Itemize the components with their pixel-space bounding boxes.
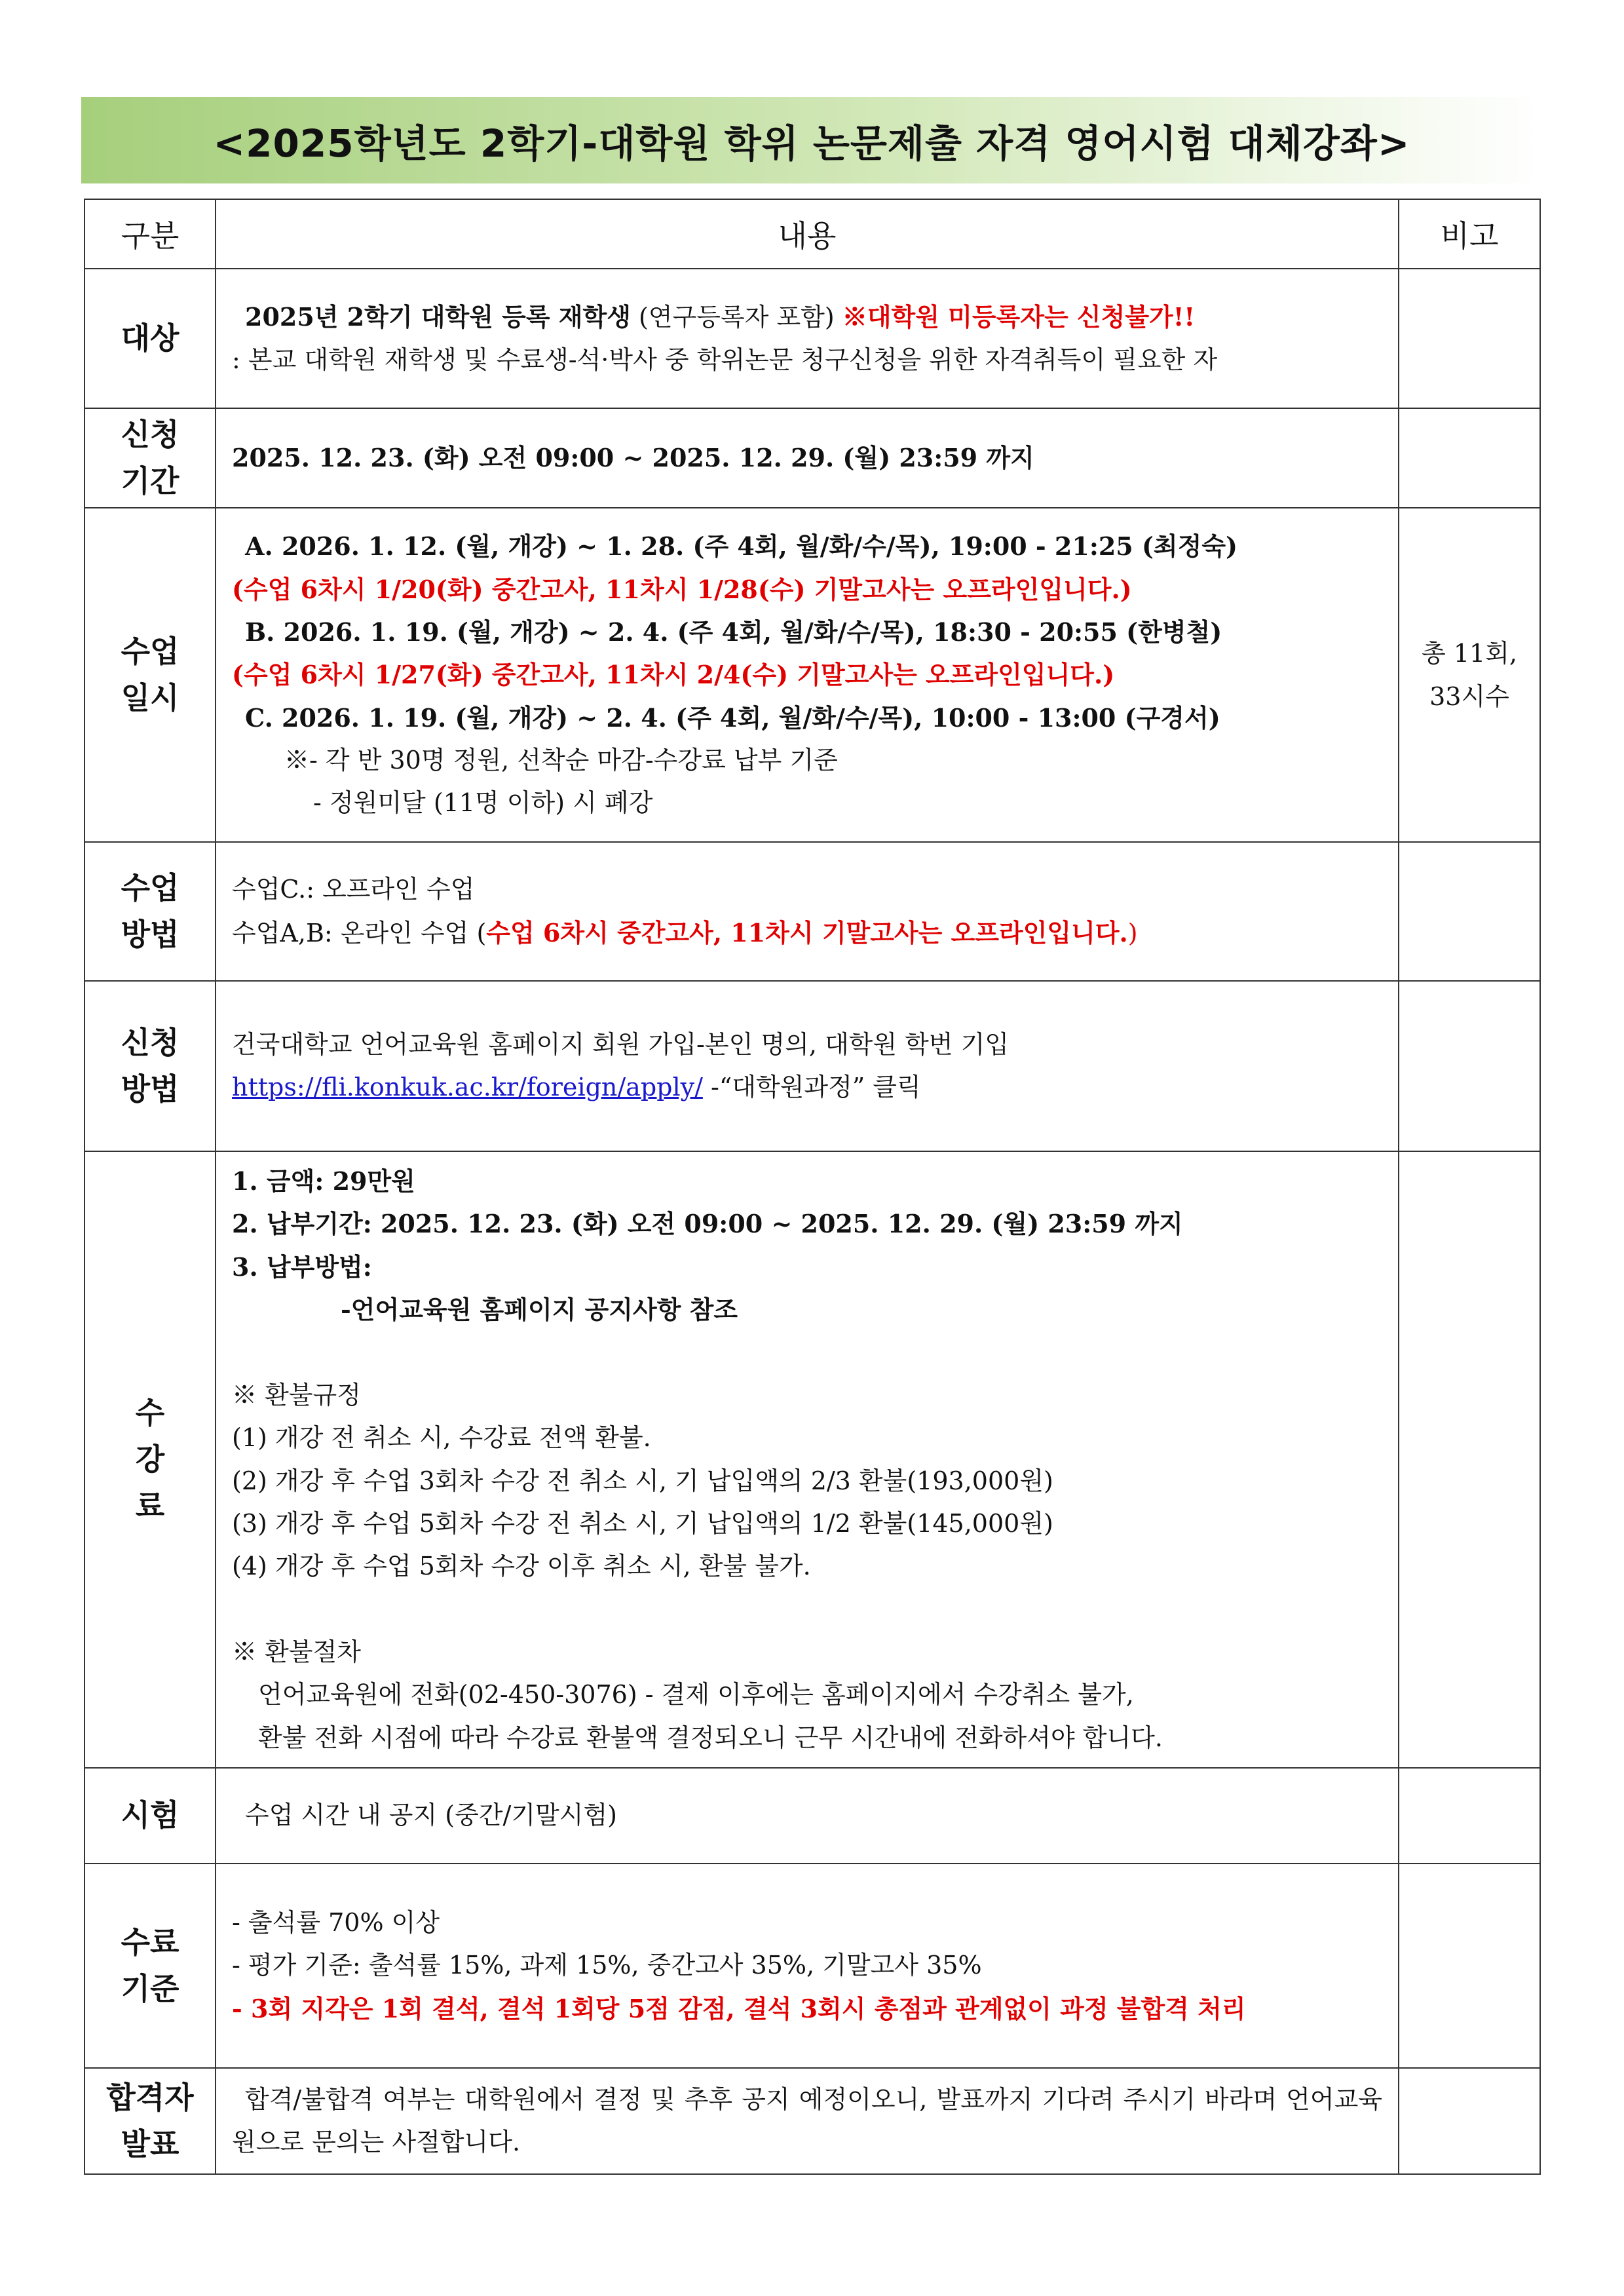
note-schedule-hours: 33시수 <box>1429 682 1509 711</box>
label-period-1: 신청 <box>121 416 179 452</box>
fee-pay-method-detail: -언어교육원 홈페이지 공지사항 참조 <box>341 1295 738 1325</box>
completion-criteria: - 평가 기준: 출석률 15%, 과제 15%, 중간고사 35%, 기말고사 35% <box>232 1951 982 1980</box>
course-info-table <box>84 199 1541 2175</box>
label-method-1: 수업 <box>121 870 179 906</box>
method-offline-exam: 수업 6차시 중간고사, 11차시 기말고사는 오프라인입니다. <box>486 917 1128 947</box>
row-fee <box>85 1151 1540 1768</box>
row-completion <box>85 1864 1540 2068</box>
target-warning: ※대학원 미등록자는 신청불가!! <box>842 301 1196 332</box>
refund-rule-2: (2) 개강 후 수업 3회차 수강 전 취소 시, 기 납입액의 2/3 환불(193,000원) <box>232 1466 1053 1495</box>
refund-rule-4: (4) 개강 후 수업 5회차 수강 이후 취소 시, 환불 불가. <box>232 1552 811 1581</box>
note-target <box>1399 269 1540 408</box>
label-fee-2: 강 <box>135 1441 165 1477</box>
exam-text: 수업 시간 내 공지 (중간/기말시험) <box>245 1801 617 1830</box>
apply-content <box>216 981 1399 1151</box>
schedule-class-a-exam: (수업 6차시 1/20(화) 중간고사, 11차시 1/28(수) 기말고사는 오프라인입니다.) <box>232 574 1132 604</box>
completion-content <box>216 1864 1399 2068</box>
label-period <box>85 408 216 508</box>
target-line-1 <box>232 296 1382 339</box>
schedule-cancel-note: - 정원미달 (11명 이하) 시 폐강 <box>313 788 653 818</box>
row-apply <box>85 981 1540 1151</box>
note-completion <box>1399 1864 1540 2068</box>
announce-content <box>216 2068 1399 2174</box>
note-schedule <box>1399 508 1540 842</box>
label-announce-2: 발표 <box>121 2126 179 2162</box>
completion-penalty: - 3회 지각은 1회 결석, 결석 1회당 5점 감점, 결석 3회시 총점과 관계없이 과정 불합격 처리 <box>232 1993 1246 2023</box>
title-banner <box>81 97 1542 183</box>
label-apply-1: 신청 <box>121 1024 179 1060</box>
target-content <box>216 269 1399 408</box>
target-line-2: : 본교 대학원 재학생 및 수료생-석·박사 중 학위논문 청구신청을 위한 자격취득이 필요한 자 <box>232 345 1218 374</box>
note-announce <box>1399 2068 1540 2174</box>
method-line-2 <box>232 911 1382 955</box>
label-method <box>85 842 216 981</box>
refund-rule-3: (3) 개강 후 수업 5회차 수강 전 취소 시, 기 납입액의 1/2 환불(145,000원) <box>232 1508 1053 1538</box>
procedure-line-1: 언어교육원에 전화(02-450-3076) - 결제 이후에는 홈페이지에서 수강취소 불가, <box>258 1680 1134 1710</box>
header-category: 구분 <box>85 199 216 269</box>
period-text: 2025. 12. 23. (화) 오전 09:00 ~ 2025. 12. 29. (월) 23:59 까지 <box>232 443 1034 473</box>
header-note: 비고 <box>1399 199 1540 269</box>
method-line-1: 수업C.: 오프라인 수업 <box>232 875 475 904</box>
schedule-class-c: C. 2026. 1. 19. (월, 개강) ~ 2. 4. (주 4회, 월/화/수/목), 10:00 - 13:00 (구경서) <box>245 702 1220 733</box>
label-schedule-2: 일시 <box>121 680 179 716</box>
fee-amount: 1. 금액: 29만원 <box>232 1166 415 1196</box>
exam-content <box>216 1768 1399 1864</box>
label-fee-3: 료 <box>135 1488 165 1524</box>
label-announce <box>85 2068 216 2174</box>
refund-rule-1: (1) 개강 전 취소 시, 수강료 전액 환불. <box>232 1423 651 1453</box>
label-schedule-1: 수업 <box>121 633 179 669</box>
target-main: 2025년 2학기 대학원 등록 재학생 <box>245 301 631 332</box>
apply-line-1: 건국대학교 언어교육원 홈페이지 회원 가입-본인 명의, 대학원 학번 기입 <box>232 1029 1010 1059</box>
row-exam <box>85 1768 1540 1864</box>
apply-link[interactable]: https://fli.konkuk.ac.kr/foreign/apply/ <box>232 1073 703 1101</box>
schedule-class-b-exam: (수업 6차시 1/27(화) 중간고사, 11차시 2/4(수) 기말고사는 오프라인입니다.) <box>232 660 1115 690</box>
target-paren: (연구등록자 포함) <box>630 302 842 332</box>
label-schedule <box>85 508 216 842</box>
label-period-2: 기간 <box>121 463 179 499</box>
note-method <box>1399 842 1540 981</box>
label-completion <box>85 1864 216 2068</box>
schedule-class-a: A. 2026. 1. 12. (월, 개강) ~ 1. 28. (주 4회, 월/화/수/목), 19:00 - 21:25 (최정숙) <box>245 531 1238 562</box>
label-method-2: 방법 <box>121 917 179 952</box>
row-target <box>85 269 1540 408</box>
label-apply <box>85 981 216 1151</box>
schedule-content <box>216 508 1399 842</box>
fee-spacer-1 <box>232 1331 1382 1373</box>
apply-link-suffix: -“대학원과정” 클릭 <box>702 1073 921 1101</box>
fee-spacer-2 <box>232 1588 1382 1631</box>
fee-pay-period: 2. 납부기간: 2025. 12. 23. (화) 오전 09:00 ~ 2025. 12. 29. (월) 23:59 까지 <box>232 1209 1183 1239</box>
apply-line-2 <box>232 1066 1382 1109</box>
method-content <box>216 842 1399 981</box>
procedure-title: ※ 환불절차 <box>232 1637 361 1666</box>
note-apply <box>1399 981 1540 1151</box>
label-completion-2: 기준 <box>121 1971 179 2007</box>
procedure-line-2: 환불 전화 시점에 따라 수강료 환불액 결정되오니 근무 시간내에 전화하셔야 합니다. <box>258 1723 1163 1752</box>
label-target: 대상 <box>85 269 216 408</box>
method-online: 수업A,B: 온라인 수업 ( <box>232 918 487 947</box>
note-schedule-sessions: 총 11회, <box>1422 638 1517 668</box>
label-apply-2: 방법 <box>121 1071 179 1107</box>
page-title: <2025학년도 2학기-대학원 학위 논문제출 자격 영어시험 대체강좌> <box>213 121 1410 166</box>
header-content: 내용 <box>216 199 1399 269</box>
period-content <box>216 408 1399 508</box>
announce-text: 합격/불합격 여부는 대학원에서 결정 및 추후 공지 예정이오니, 발표까지 기다려 주시기 바라며 언어교육원으로 문의는 사절합니다. <box>232 2084 1382 2157</box>
label-announce-1: 합격자 <box>106 2079 194 2115</box>
fee-content <box>216 1151 1399 1768</box>
row-method <box>85 842 1540 981</box>
refund-title: ※ 환불규정 <box>232 1380 361 1409</box>
label-exam: 시험 <box>85 1768 216 1864</box>
row-period <box>85 408 1540 508</box>
completion-attendance: - 출석률 70% 이상 <box>232 1907 440 1937</box>
note-period <box>1399 408 1540 508</box>
label-fee-1: 수 <box>135 1394 165 1430</box>
row-announce <box>85 2068 1540 2174</box>
row-schedule <box>85 508 1540 842</box>
method-close-paren: ) <box>1127 918 1138 947</box>
table-header-row <box>85 199 1540 269</box>
note-exam <box>1399 1768 1540 1864</box>
label-fee <box>85 1151 216 1768</box>
note-fee <box>1399 1151 1540 1768</box>
label-completion-1: 수료 <box>121 1924 179 1960</box>
schedule-class-b: B. 2026. 1. 19. (월, 개강) ~ 2. 4. (주 4회, 월/화/수/목), 18:30 - 20:55 (한병철) <box>245 617 1222 647</box>
fee-pay-method: 3. 납부방법: <box>232 1252 372 1282</box>
schedule-capacity-note: ※- 각 반 30명 정원, 선착순 마감-수강료 납부 기준 <box>284 746 838 775</box>
